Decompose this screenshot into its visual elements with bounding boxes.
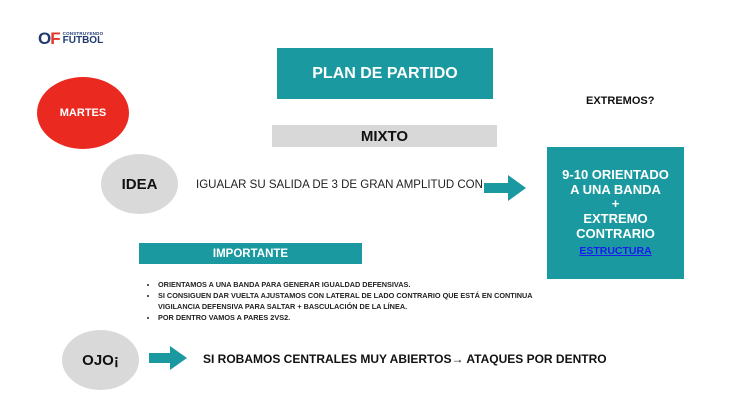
plan-title: PLAN DE PARTIDO — [277, 48, 493, 99]
list-item: • POR DENTRO VAMOS A PARES 2VS2. — [158, 312, 558, 323]
orientation-line-1: 9-10 ORIENTADO — [562, 167, 669, 182]
arrow-right-icon — [484, 175, 526, 201]
orientation-line-3: EXTREMO — [583, 211, 648, 226]
logo-main: FUTBOL — [62, 35, 104, 47]
list-item: • SI CONSIGUEN DAR VUELTA AJUSTAMOS CON LATERAL DE LADO CONTRARIO QUE ESTÁ EN CONTINUA VIGILANCIA DEFENSIVA PARA SALTAR + BASCULACIÓN DE LA LÍNEA. — [158, 290, 558, 312]
arrow-right-icon — [149, 346, 187, 370]
warning-circle: OJO¡ — [62, 330, 139, 390]
orientation-plus: + — [611, 196, 620, 211]
important-list — [144, 279, 558, 323]
logo-text — [63, 32, 104, 47]
orientation-line-2: A UNA BANDA — [570, 182, 661, 197]
idea-text: IGUALAR SU SALIDA DE 3 DE GRAN AMPLITUD CON — [196, 179, 483, 191]
orientation-box — [547, 147, 684, 279]
structure-link[interactable]: ESTRUCTURA — [579, 245, 652, 257]
logo — [38, 28, 103, 50]
warning-text: SI ROBAMOS CENTRALES MUY ABIERTOS→ ATAQUES POR DENTRO — [203, 352, 607, 366]
mode-bar: MIXTO — [272, 125, 497, 147]
day-circle: MARTES — [37, 77, 129, 149]
list-item: • ORIENTAMOS A UNA BANDA PARA GENERAR IGUALDAD DEFENSIVAS. — [158, 279, 558, 290]
question-text: EXTREMOS? — [586, 95, 655, 107]
orientation-line-4: CONTRARIO — [576, 226, 655, 241]
logo-sub: CONSTRUYENDO — [62, 30, 104, 36]
idea-circle: IDEA — [101, 154, 178, 214]
logo-mark: OF — [38, 29, 60, 48]
important-header: IMPORTANTE — [139, 243, 362, 264]
